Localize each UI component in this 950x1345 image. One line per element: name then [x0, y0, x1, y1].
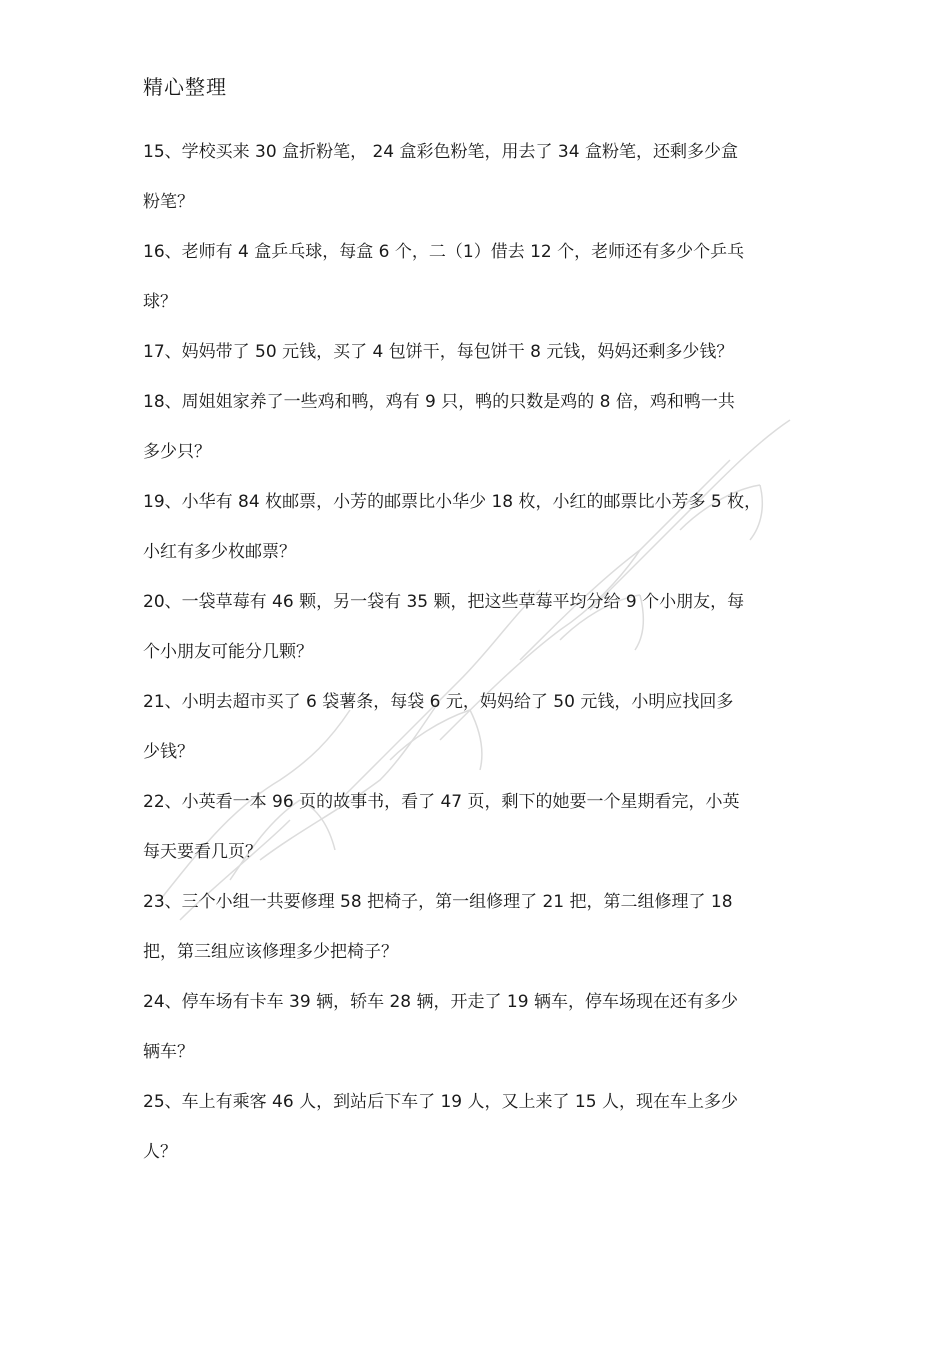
problem-line: 少钱？ [143, 742, 194, 762]
problem-line: 多少只？ [143, 442, 211, 462]
problem-line: 辆车？ [143, 1042, 194, 1062]
problem-list [143, 127, 808, 1177]
problem-item [143, 1077, 808, 1177]
problem-line: 24、停车场有卡车 39 辆，轿车 28 辆，开走了 19 辆车，停车场现在还有多少 [143, 992, 738, 1012]
problem-line: 15、学校买来 30 盒折粉笔， 24 盒彩色粉笔，用去了 34 盒粉笔，还剩多少盒 [143, 142, 738, 162]
problem-item [143, 977, 808, 1077]
problem-item [143, 877, 808, 977]
problem-line: 17、妈妈带了 50 元钱，买了 4 包饼干，每包饼干 8 元钱，妈妈还剩多少钱？ [143, 342, 734, 362]
problem-item [143, 477, 808, 577]
problem-item [143, 127, 808, 227]
page-header: 精心整理 [143, 75, 227, 99]
problem-item [143, 677, 808, 777]
problem-line: 个小朋友可能分几颗？ [143, 642, 313, 662]
problem-line: 每天要看几页？ [143, 842, 262, 862]
problem-line: 人？ [143, 1142, 177, 1162]
problem-line: 22、小英看一本 96 页的故事书，看了 47 页，剩下的她要一个星期看完，小英 [143, 792, 740, 812]
problem-line: 25、车上有乘客 46 人，到站后下车了 19 人，又上来了 15 人，现在车上多少 [143, 1092, 738, 1112]
problem-line: 小红有多少枚邮票？ [143, 542, 296, 562]
problem-item [143, 377, 808, 477]
problem-item [143, 577, 808, 677]
problem-item [143, 777, 808, 877]
problem-line: 20、一袋草莓有 46 颗，另一袋有 35 颗，把这些草莓平均分给 9 个小朋友，每 [143, 592, 745, 612]
problem-line: 18、周姐姐家养了一些鸡和鸭，鸡有 9 只，鸭的只数是鸡的 8 倍，鸡和鸭一共 [143, 392, 735, 412]
problem-line: 把，第三组应该修理多少把椅子？ [143, 942, 398, 962]
problem-line: 23、三个小组一共要修理 58 把椅子，第一组修理了 21 把，第二组修理了 18 [143, 892, 733, 912]
problem-line: 球？ [143, 292, 177, 312]
problem-item [143, 327, 808, 377]
problem-item [143, 227, 808, 327]
problem-line: 粉笔？ [143, 192, 194, 212]
problem-line: 16、老师有 4 盒乒乓球，每盒 6 个，二（1）借去 12 个，老师还有多少个乒乓 [143, 242, 745, 262]
problem-line: 21、小明去超市买了 6 袋薯条，每袋 6 元，妈妈给了 50 元钱，小明应找回多 [143, 692, 734, 712]
problem-line: 19、小华有 84 枚邮票，小芳的邮票比小华少 18 枚，小红的邮票比小芳多 5 枚， [143, 492, 762, 512]
